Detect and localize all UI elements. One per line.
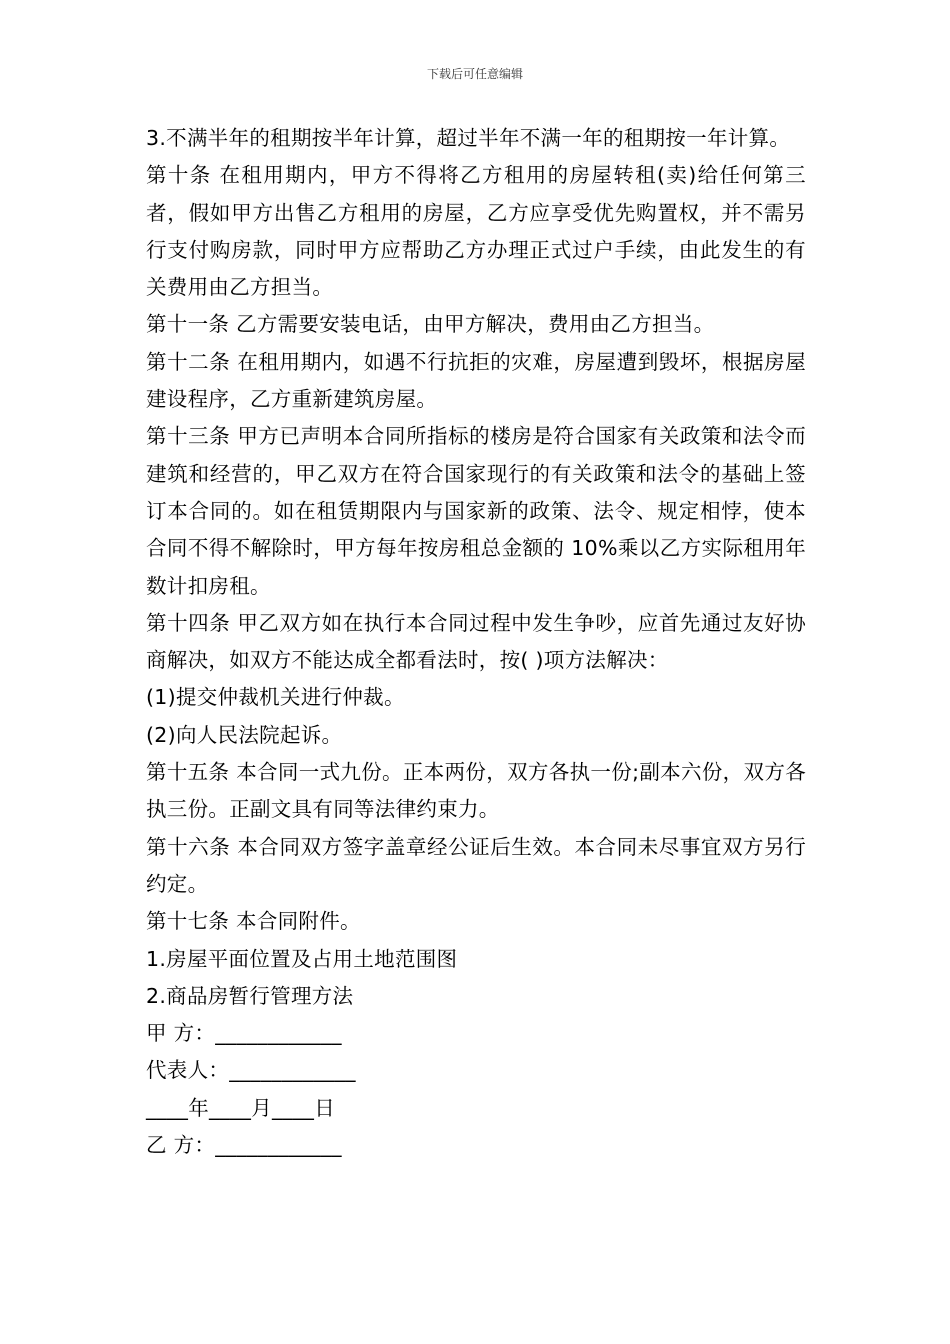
signature-party-b: 乙 方：____________ — [146, 1133, 342, 1158]
clause-14: 第十四条 甲乙双方如在执行本合同过程中发生争吵，应首先通过友好协商解决，如双方不能达成全都看法时，按( )项方法解决： — [146, 610, 806, 673]
clause-16: 第十六条 本合同双方签字盖章经公证后生效。本合同未尽事宜双方另行约定。 — [146, 834, 806, 896]
clause-9-item-3: 3.不满半年的租期按半年计算，超过半年不满一年的租期按一年计算。 — [146, 126, 791, 150]
page-header: 下载后可任意编辑 — [426, 67, 523, 81]
clause-11: 第十一条 乙方需要安装电话，由甲方解决，费用由乙方担当。 — [146, 312, 715, 337]
attachment-2: 2.商品房暂行管理方法 — [146, 983, 354, 1008]
signature-representative: 代表人：____________ — [146, 1058, 356, 1083]
clause-13: 第十三条 甲方已声明本合同所指标的楼房是符合国家有关政策和法令而建筑和经营的，甲乙双方在符合国家现行的有关政策和法令的基础上签订本合同的。如在租赁期限内与国家新的政策、法令、规定相悖，使本合同不得不解除时，甲方每年按房租总金额的 10%乘以乙方实际租用年数计扣房租。 — [146, 424, 806, 598]
clause-15: 第十五条 本合同一式九份。正本两份，双方各执一份;副本六份，双方各执三份。正副文具有同等法律约束力。 — [146, 760, 806, 822]
clause-12: 第十二条 在租用期内，如遇不行抗拒的灾难，房屋遭到毁坏，根据房屋建设程序，乙方重新建筑房屋。 — [146, 349, 806, 412]
clause-14-option-1: (1)提交仲裁机关进行仲裁。 — [146, 685, 405, 710]
clause-10: 第十条 在租用期内，甲方不得将乙方租用的房屋转租(卖)给任何第三者，假如甲方出售乙方租用的房屋，乙方应享受优先购置权，并不需另行支付购房款，同时甲方应帮助乙方办理正式过户手续，由此发生的有关费用由乙方担当。 — [146, 163, 806, 300]
clause-14-option-2: (2)向人民法院起诉。 — [146, 722, 343, 747]
clause-17: 第十七条 本合同附件。 — [146, 909, 361, 934]
attachment-1: 1.房屋平面位置及占用土地范围图 — [146, 946, 458, 971]
signature-party-a: 甲 方：____________ — [146, 1021, 342, 1046]
contract-body — [146, 120, 806, 1164]
signature-date: ____年____月____日 — [146, 1095, 335, 1120]
